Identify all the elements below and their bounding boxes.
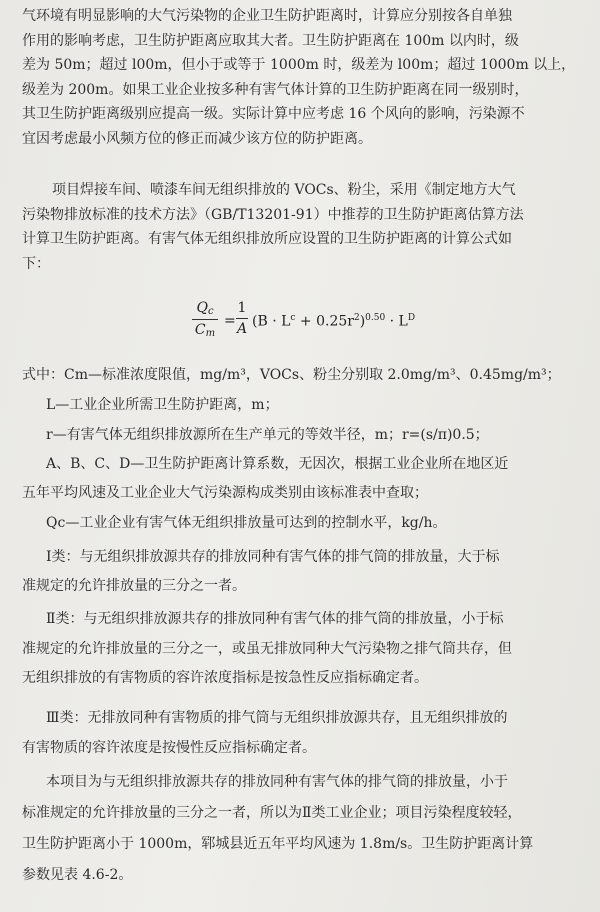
- class-ii-paragraph: [22, 605, 600, 694]
- distance-formula: [192, 300, 492, 356]
- text-line: 项目焊接车间、喷漆车间无组织排放的 VOCs、粉尘，采用《制定地方大气: [52, 182, 516, 198]
- text-line: 宜因考虑最小风频方位的修正而减少该方位的防护距离。: [22, 130, 372, 147]
- equals-sign: =: [224, 313, 236, 329]
- text-line: 本项目为与无组织排放源共存的排放同种有害气体的排气筒的排放量，小于: [46, 774, 508, 790]
- text-line: 作用的影响考虑，卫生防护距离应取其大者。卫生防护距离在 100m 以内时，级: [22, 32, 519, 49]
- text-line: 其卫生防护距离级别应提高一级。实际计算中应考虑 16 个风向的影响，污染源不: [22, 106, 525, 122]
- text-line: 下：: [22, 255, 50, 272]
- text-line: 标准规定的允许排放量的三分之一者，所以为Ⅱ类工业企业；项目污染程度较轻，: [22, 805, 522, 821]
- text-line: Ⅲ类：无排放同种有害物质的排气筒与无组织排放源共存，且无组织排放的: [46, 710, 508, 726]
- text-line: 参数见表 4.6-2。: [22, 867, 133, 883]
- text-line: 污染物排放标准的技术方法》（GB/T13201-91）中推荐的卫生防护距离估算方法: [22, 206, 524, 223]
- definition-l: L—工业企业所需卫生防护距离，m；: [46, 397, 279, 413]
- formula-qc: Q: [196, 300, 208, 316]
- text-line: 无组织排放的有害物质的容许浓度指标是按急性反应指标确定者。: [22, 670, 428, 686]
- definition-abcd: A、B、C、D—卫生防护距离计算系数，无因次，根据工业企业所在地区近: [46, 456, 509, 472]
- paragraph-intro: [22, 4, 600, 151]
- definitions-block: [22, 360, 600, 538]
- definition-r: r—有害气体无组织排放源所在生产单元的等效半径，m；r=(s/π)0.5；: [46, 427, 489, 443]
- text-line: 气环境有明显影响的大气污染物的企业卫生防护距离时，计算应分别按各自单独: [22, 8, 512, 24]
- conclusion-paragraph: [22, 767, 600, 891]
- definition-qc: Qc—工业企业有害气体无组织排放量可达到的控制水平，kg/h。: [46, 515, 447, 531]
- formula-body: $(B \cdot L^c + 0.25r^2)^{0.50} \cdot L^D$: [252, 313, 416, 330]
- definition-abcd-cont: 五年平均风速及工业企业大气污染源构成类别由该标准表中查取；: [22, 485, 428, 501]
- paragraph-method: [22, 178, 600, 276]
- class-i-paragraph: [22, 543, 600, 601]
- fraction-1-a: 1 A: [236, 300, 248, 337]
- text-line: Ⅰ类：与无组织排放源共存的排放同种有害气体的排气筒的排放量，大于标: [46, 549, 500, 565]
- formula-cm: C: [194, 322, 206, 338]
- fraction-qc-cm: $Q_c$ $C_m$: [192, 300, 218, 339]
- text-line: 准规定的允许排放量的三分之一者。: [22, 578, 246, 594]
- text-line: 准规定的允许排放量的三分之一，或虽无排放同种大气污染物之排气筒共存，但: [22, 640, 512, 657]
- text-line: 级差为 200m。如果工业企业按多种有害气体计算的卫生防护距离在同一级别时，: [22, 81, 529, 98]
- text-line: 计算卫生防护距离。有害气体无组织排放所应设置的卫生防护距离的计算公式如: [22, 231, 512, 247]
- text-line: 卫生防护距离小于 1000m，郓城县近五年平均风速为 1.8m/s。卫生防护距离计算: [22, 836, 534, 852]
- class-iii-paragraph: [22, 704, 600, 763]
- definition-cm: 式中：Cm—标准浓度限值，mg/m³，VOCs、粉尘分别取 2.0mg/m³、0.45mg/m³；: [22, 367, 561, 383]
- text-line: 差为 50m；超过 l00m，但小于或等于 1000m 时，级差为 l00m；超过 1000m 以上，: [22, 57, 576, 73]
- text-line: 有害物质的容许浓度是按慢性反应指标确定者。: [22, 739, 316, 756]
- text-line: Ⅱ类：与无组织排放源共存的排放同种有害气体的排气筒的排放量，小于标: [46, 611, 504, 627]
